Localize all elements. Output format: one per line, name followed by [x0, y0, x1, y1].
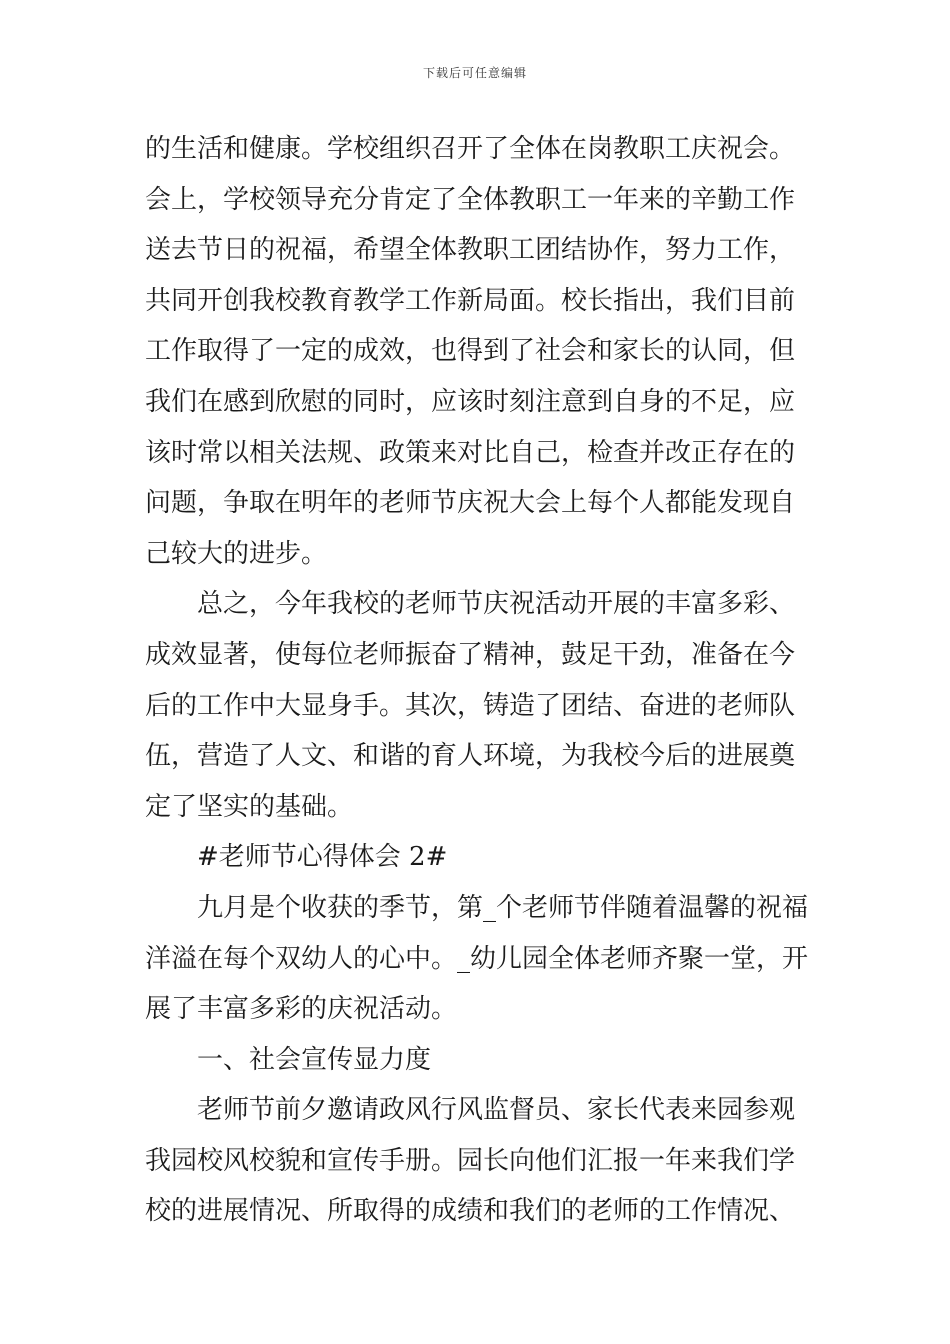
text-line: 送去节日的祝福，希望全体教职工团结协作，努力工作，	[145, 235, 796, 266]
text-line: 共同开创我校教育教学工作新局面。校长指出，我们目前	[145, 285, 796, 316]
text-line: 己较大的进步。	[145, 538, 328, 569]
text-line: 的生活和健康。学校组织召开了全体在岗教职工庆祝会。	[145, 134, 796, 164]
subsection-heading	[145, 1035, 815, 1086]
text-line: 展了丰富多彩的庆祝活动。	[145, 994, 458, 1025]
text-line: 成效显著，使每位老师振奋了精神，鼓足干劲，准备在今	[145, 639, 796, 670]
text-line: 我园校风校貌和宣传手册。园长向他们汇报一年来我们学	[145, 1145, 796, 1176]
heading-text: #老师节心得体会 2#	[197, 842, 448, 873]
paragraph	[145, 883, 815, 1035]
text-line: 会上，学校领导充分肯定了全体教职工一年来的辛勤工作	[145, 184, 796, 215]
text-line: 老师节前夕邀请政风行风监督员、家长代表来园参观	[197, 1095, 796, 1126]
text-line: 该时常以相关法规、政策来对比自己，检查并改正存在的	[145, 437, 796, 468]
paragraph	[145, 1085, 815, 1237]
text-line: 总之，今年我校的老师节庆祝活动开展的丰富多彩、	[197, 589, 796, 620]
text-line: 定了坚实的基础。	[145, 791, 354, 822]
page-header: 下载后可任意编辑	[422, 66, 527, 80]
text-line: 后的工作中大显身手。其次，铸造了团结、奋进的老师队	[145, 690, 796, 721]
text-line: 问题，争取在明年的老师节庆祝大会上每个人都能发现自	[145, 488, 796, 519]
text-line: 洋溢在每个双幼人的心中。_幼儿园全体老师齐聚一堂，开	[145, 943, 809, 974]
text-line: 工作取得了一定的成效，也得到了社会和家长的认同，但	[145, 336, 796, 367]
heading-text: 一、社会宣传显力度	[197, 1044, 432, 1075]
paragraph	[145, 124, 815, 579]
text-line: 伍，营造了人文、和谐的育人环境，为我校今后的进展奠	[145, 741, 796, 772]
text-line: 校的进展情况、所取得的成绩和我们的老师的工作情况、	[145, 1196, 796, 1227]
text-line: 九月是个收获的季节，第_个老师节伴随着温馨的祝福	[197, 892, 809, 923]
document-body	[145, 124, 815, 1237]
paragraph	[145, 579, 815, 832]
text-line: 我们在感到欣慰的同时，应该时刻注意到自身的不足，应	[145, 386, 796, 417]
section-heading	[145, 832, 815, 883]
